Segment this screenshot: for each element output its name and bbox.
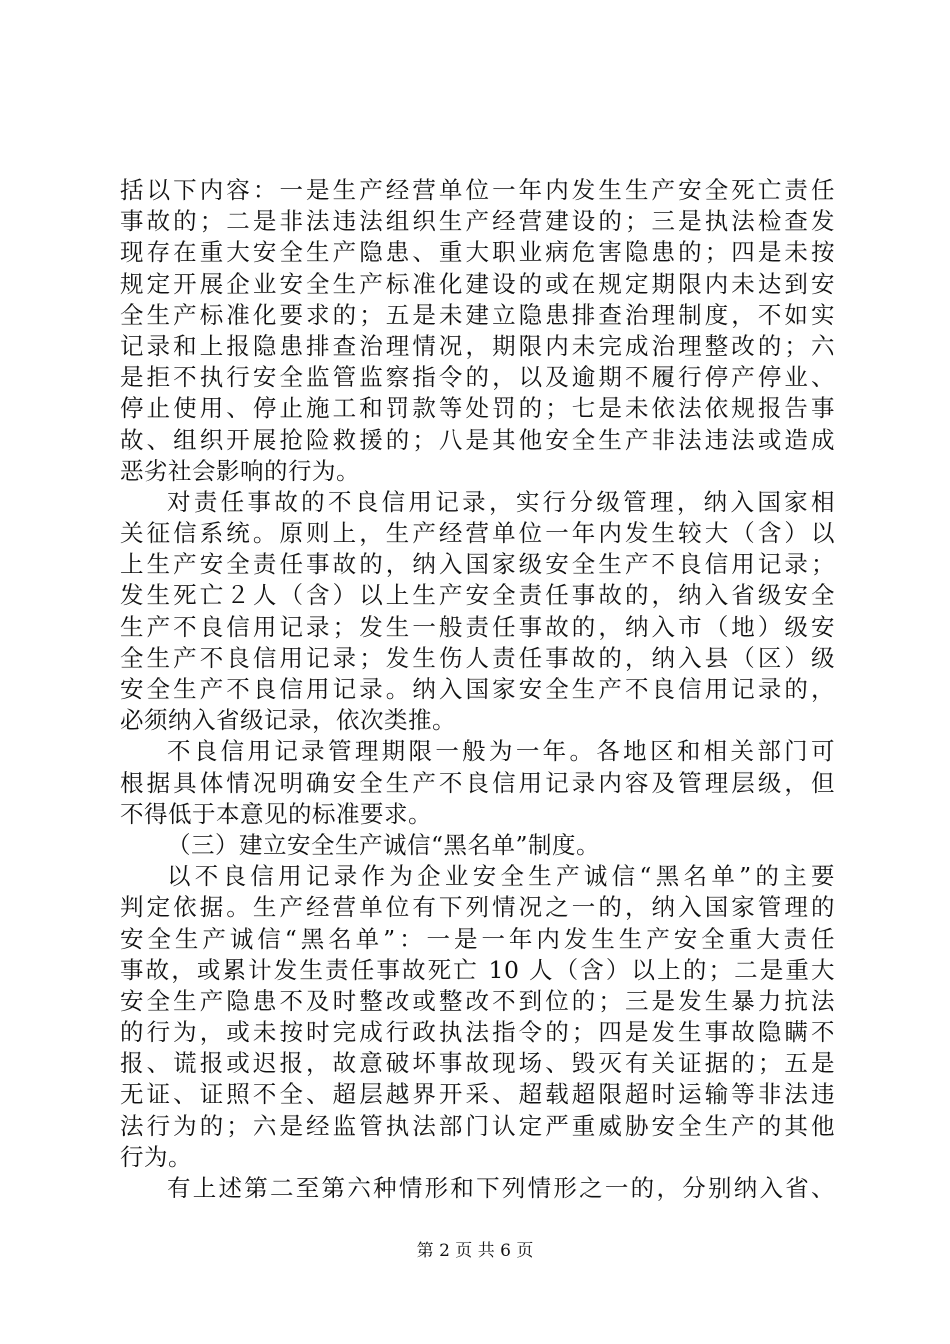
text-line: 安全生产不良信用记录。纳入国家安全生产不良信用记录的， <box>120 675 835 703</box>
text-line: 故、组织开展抢险救援的；八是其他安全生产非法违法或造成 <box>120 425 835 454</box>
text-line: 事故，或累计发生责任事故死亡 10 人（含）以上的；二是重大 <box>120 955 835 984</box>
text-line: 现存在重大安全生产隐患、重大职业病危害隐患的；四是未按 <box>120 238 835 267</box>
paragraph-first-line: 不良信用记录管理期限一般为一年。各地区和相关部门可 <box>167 737 835 766</box>
text-line: 停止使用、停止施工和罚款等处罚的；七是未依法依规报告事 <box>120 394 835 423</box>
text-line: 规定开展企业安全生产标准化建设的或在规定期限内未达到安 <box>120 269 835 298</box>
text-line: 法行为的；六是经监管执法部门认定严重威胁安全生产的其他 <box>120 1111 835 1140</box>
text-line: 是拒不执行安全监管监察指令的，以及逾期不履行停产停业、 <box>120 363 835 392</box>
text-line: 生产不良信用记录；发生一般责任事故的，纳入市（地）级安 <box>120 612 835 641</box>
paragraph-first-line: 对责任事故的不良信用记录，实行分级管理，纳入国家相 <box>167 487 835 516</box>
text-line: 的行为，或未按时完成行政执法指令的；四是发生事故隐瞒不 <box>120 1018 835 1047</box>
text-line: 全生产标准化要求的；五是未建立隐患排查治理制度，不如实 <box>120 300 835 329</box>
body-text <box>120 175 835 1204</box>
text-line: 上生产安全责任事故的，纳入国家级安全生产不良信用记录； <box>120 550 835 579</box>
text-line: 无证、证照不全、超层越界开采、超载超限超时运输等非法违 <box>120 1080 835 1109</box>
paragraph-first-line: 以不良信用记录作为企业安全生产诚信“黑名单”的主要 <box>167 862 835 891</box>
text-line: 必须纳入省级记录，依次类推。 <box>120 706 456 735</box>
text-line: 不得低于本意见的标准要求。 <box>120 799 432 828</box>
text-line: 根据具体情况明确安全生产不良信用记录内容及管理层级，但 <box>120 768 835 797</box>
paragraph-first-line: 有上述第二至第六种情形和下列情形之一的，分别纳入省、 <box>167 1174 835 1202</box>
text-line: 安全生产诚信“黑名单”：一是一年内发生生产安全重大责任 <box>120 924 835 953</box>
text-line: 全生产不良信用记录；发生伤人责任事故的，纳入县（区）级 <box>120 643 835 672</box>
text-line: 事故的；二是非法违法组织生产经营建设的；三是执法检查发 <box>120 207 835 236</box>
text-line: 行为。 <box>120 1142 192 1171</box>
text-line: 记录和上报隐患排查治理情况，期限内未完成治理整改的；六 <box>120 331 835 360</box>
section-heading: （三）建立安全生产诚信“黑名单”制度。 <box>167 830 601 859</box>
text-line: 恶劣社会影响的行为。 <box>120 456 360 485</box>
page-number-footer: 第 2 页 共 6 页 <box>416 1241 534 1261</box>
text-line: 关征信系统。原则上，生产经营单位一年内发生较大（含）以 <box>120 519 835 548</box>
text-line: 安全生产隐患不及时整改或整改不到位的；三是发生暴力抗法 <box>120 986 835 1015</box>
text-line: 报、谎报或迟报，故意破坏事故现场、毁灭有关证据的；五是 <box>120 1049 835 1078</box>
text-line: 发生死亡２人（含）以上生产安全责任事故的，纳入省级安全 <box>120 581 835 610</box>
text-line: 括以下内容：一是生产经营单位一年内发生生产安全死亡责任 <box>120 176 835 204</box>
text-line: 判定依据。生产经营单位有下列情况之一的，纳入国家管理的 <box>120 893 835 922</box>
